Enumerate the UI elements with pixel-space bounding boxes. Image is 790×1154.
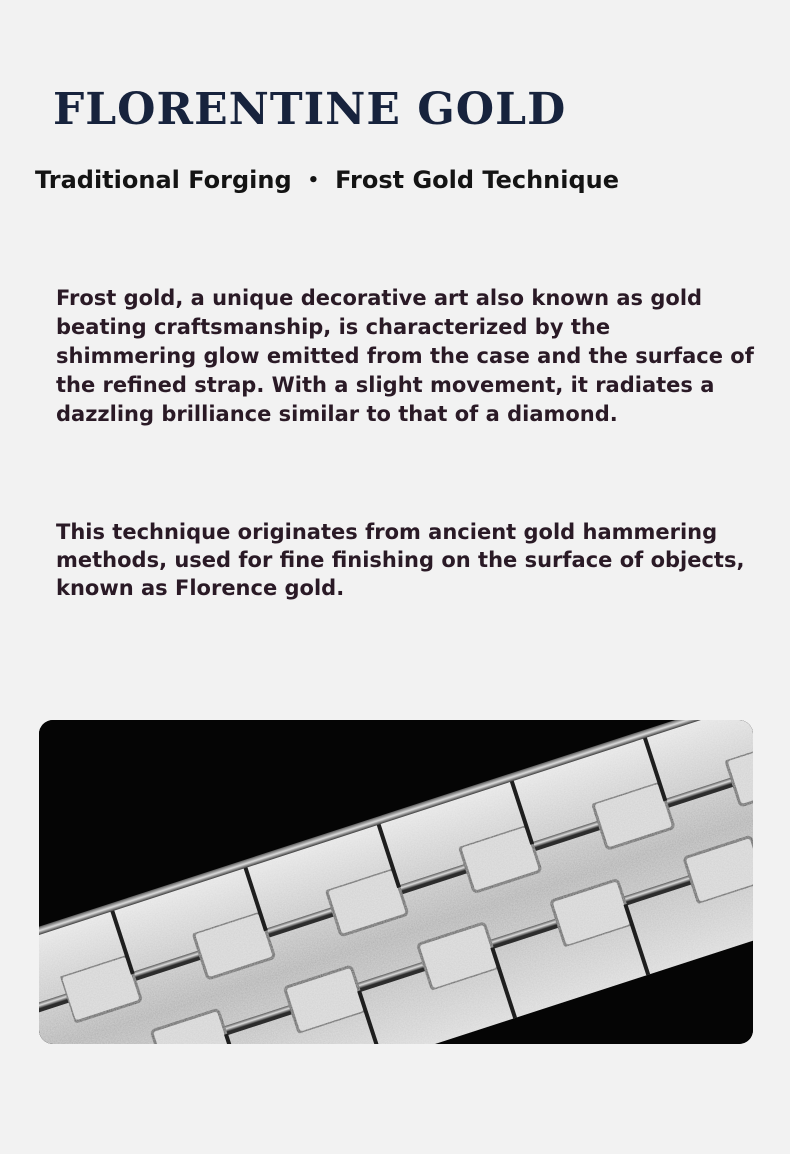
bullet-separator: • [307, 170, 320, 191]
description-paragraph-origin: This technique originates from ancient gold hammering methods, used for fine finishing on the surface of objects, known as Florence gold. [56, 520, 745, 600]
bracelet-illustration [39, 720, 753, 1044]
subtitle-traditional-forging: Traditional Forging [35, 166, 292, 194]
frosted-bracelet-photo [39, 720, 753, 1044]
page-title: FLORENTINE GOLD [53, 84, 567, 135]
subtitle-frost-gold-technique: Frost Gold Technique [335, 166, 620, 194]
subtitle [35, 166, 619, 194]
description-paragraph-frost-gold: Frost gold, a unique decorative art also known as gold beating craftsmanship, is characterized by the shimmering glow emitted from the case and the surface of the refined strap. With a slight movement, it radiates a dazzling brilliance similar to that of a diamond. [56, 286, 754, 426]
